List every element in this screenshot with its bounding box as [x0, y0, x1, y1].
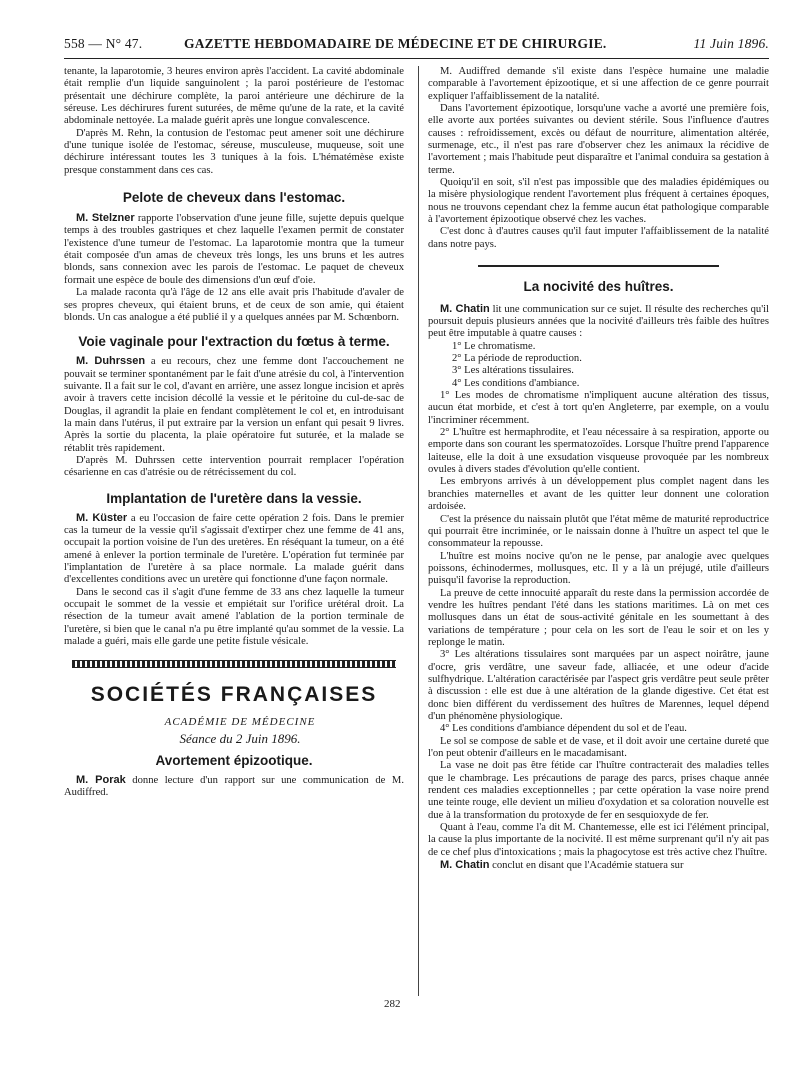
journal-title: GAZETTE HEBDOMADAIRE DE MÉDECINE ET DE CHIRURGIE.: [184, 36, 607, 51]
section-heading-avortement: Avortement épizootique.: [155, 753, 313, 769]
paragraph: Dans l'avortement épizootique, lorsqu'une vache a avorté une première fois, elle avorte aux portées suivantes ou devient stérile. Sous l'influence d'autres causes : refroidissement, excès ou défaut de nourriture, alimentation altérée, surmenage, etc., il n'est pas rare d'observer chez les animaux la récidive de l'avortement ; mais l'habitude peut disparaître et l'animal conduira sa gestation à terme.: [428, 103, 769, 176]
section-rule: [478, 265, 719, 267]
list-item: 1° Le chromatisme.: [452, 340, 536, 352]
speaker-name: M. Chatin: [440, 302, 490, 315]
section-heading-pelote: Pelote de cheveux dans l'estomac.: [122, 190, 346, 206]
paragraph: 4° Les conditions d'ambiance dépendent du sol et de l'eau.: [440, 723, 687, 735]
paragraph: La vase ne doit pas être fétide car l'huître contracterait des maladies telles que le chambrage. Les précautions de parage des parcs, prises chaque année rendent ces maladies exceptionnelles ; par cette opération la vase noire prend une teinte rouge, elle devient un milieu d'oxydation et sa coloration nouvelle est due à la transformation du protoxyde de fer en sesquioxyde de fer.: [428, 760, 769, 821]
list-item: 4° Les conditions d'ambiance.: [452, 377, 580, 389]
paragraph: C'est la présence du naissain plutôt que l'état même de maturité reproductrice qui pourrait être incriminée, or le naissain donne à l'huître un aspect tel que le consommateur la repousse.: [428, 513, 769, 550]
paragraph: conclut en disant que l'Académie statuera sur: [492, 860, 684, 872]
paragraph: a eu l'occasion de faire cette opération 2 fois. Dans le premier cas la tumeur de la vessie qu'il s'agissait d'extirper chez une femme de 41 ans, occupait la portion voisine de l'un des uretères. En réséquant la tumeur, on a été amené à enlever la portion terminale de l'uretère. L'opération fut terminée par l'implantation de l'uretère à sa place normale. La malade guérit dans d'excellentes conditions avec un uretère qui fonctionne d'une façon normale.: [64, 512, 404, 586]
seance-date: Séance du 2 Juin 1896.: [179, 730, 301, 746]
section-heading-uretere: Implantation de l'uretère dans la vessie.: [106, 490, 362, 506]
paragraph: rapporte l'observation d'une jeune fille, sujette depuis quelque temps à des troubles gastriques et chez laquelle l'examen permit de constater l'existence d'une tumeur de l'estomac. La laparotomie montra que la tumeur était composée d'un amas de cheveux très longs, les uns bruns et les autres blonds, sans connexion avec les parois de l'estomac. Le paquet de cheveux formait une espèce de boule des dimensions d'un œuf d'oie.: [64, 213, 404, 286]
folio-number: 282: [384, 998, 401, 1010]
section-heading-voie-vaginale: Voie vaginale pour l'extraction du fœtus à terme.: [78, 334, 390, 350]
column-divider: [418, 66, 419, 996]
speaker-name: M. Duhrssen: [76, 355, 146, 368]
list-item: 3° Les altérations tissulaires.: [452, 365, 574, 377]
paragraph: Dans le second cas il s'agit d'une femme de 33 ans chez laquelle la tumeur occupait le sommet de la vessie et empiétait sur l'orifice urétéral droit. La résection de la tumeur avait amené l'ablation de la portion terminale de l'uretère, si bien que le canal n'a pu être implanté qu'au sommet de la vessie. La malade a guéri, mais elle garde une petite fistule vésicale.: [64, 586, 404, 648]
paragraph: 1° Les modes de chromatisme n'impliquent aucune altération des tissus, aucun état morbide, et c'est à tort qu'en Angleterre, par exemple, on a voulu l'incriminer récemment.: [428, 390, 769, 426]
paragraph: L'huître est moins nocive qu'on ne le pense, par analogie avec quelques poissons, échinodermes, mollusques, etc. Il y a là un préjugé, utile d'ailleurs puisqu'il favorise la reproduction.: [428, 550, 769, 587]
list-item: 2° La période de reproduction.: [452, 353, 582, 365]
paragraph: 3° Les altérations tissulaires sont marquées par un aspect noirâtre, jaune d'ocre, gris verdâtre, une saveur fade, alliacée, et une odeur d'acide sulfhydrique. L'altération caractérisée par l'aspect gris verdâtre peut seule prêter à discussion : elle est due à une altération de la glande digestive. Cet état est donc bien différent du verdissement des huîtres de Marennes, lequel dépend d'un phénomène physiologique.: [428, 649, 769, 722]
paragraph: Le sol se compose de sable et de vase, et il doit avoir une certaine dureté que l'on peut obtenir d'ailleurs en le macadamisant.: [428, 735, 769, 760]
paragraph: donne lecture d'un rapport sur une communication de M. Audiffred.: [64, 775, 404, 799]
paragraph: Quoiqu'il en soit, s'il n'est pas impossible que des maladies épidémiques ou la misère physiologique rendent l'avortement plus fréquent à certaines époques, nous ne trouvons cependant chez la femme aucun état pathologique comparable à l'avortement épizootique observé chez les vaches.: [428, 177, 769, 226]
speaker-name: M. Küster: [76, 511, 128, 524]
paragraph: 2° L'huître est hermaphrodite, et l'eau nécessaire à sa respiration, apporte ou emporte dans son courant les spermatozoïdes. Lorsque l'huître prend l'apparence laiteuse, elle la doit à une exsudation visqueuse provoquée par les nombreux ovules à divers stades d'évolution qu'elle contient.: [428, 427, 769, 476]
paragraph: La malade raconta qu'à l'âge de 12 ans elle avait pris l'habitude d'avaler de ses propres cheveux, qui étaient bruns, et de ceux de son amie, qui étaient blonds. Un cas analogue a été publié il y a quelques années par M. Schœnborn.: [64, 287, 404, 323]
paragraph: a eu recours, chez une femme dont l'accouchement ne pouvait se terminer spontanément par le fait d'une atrésie du col, à l'intervention suivante. Il a fait sur le col, d'avant en arrière, une assez longue incision et après avoir à travers cette incision décollé la vessie et le péritoine du cul-de-sac de Douglas, il agrandit la plaie en fendant complètement le col et, en introduisant la main dans l'utérus, il put extraire par la version un enfant qui pesait 9 livres. Après la sortie du placenta, la plaie opératoire fut suturée, et la malade se rétablit très rapidement.: [64, 356, 405, 454]
paragraph: tenante, la laparotomie, 3 heures environ après l'accident. La cavité abdominale était remplie d'un liquide sanguinolent ; la paroi postérieure de l'estomac présentait une déchirure complète, la paroi antérieure une déchirure de la séreuse. Les déchirures furent suturées, de même qu'une de la rate, et la cavité abdominale nettoyée. La malade guérit après une longue convalescence.: [64, 66, 404, 127]
paragraph: M. Audiffred demande s'il existe dans l'espèce humaine une maladie comparable à l'avortement épizootique, et si une affection de ce genre pourrait expliquer l'affaiblissement de la natalité.: [428, 66, 769, 102]
ornamental-rule: [72, 660, 396, 668]
running-header: [64, 36, 769, 59]
right-column: [428, 66, 769, 872]
page-number: 558 — N° 47.: [64, 36, 143, 51]
section-heading-nocivite: La nocivité des huîtres.: [523, 278, 674, 294]
paragraph: La preuve de cette innocuité apparaît du reste dans la permission accordée de vendre les huîtres pendant l'été dans les stations maritimes. Là on met ces mollusques dans un état de sous-activité génitale en les soumettant à des variations de température ; pour cela on les sort de l'eau le soir et on les y replonge le matin.: [428, 587, 769, 648]
paragraph: lit une communication sur ce sujet. Il résulte des recherches qu'il poursuit depuis plusieurs années que la nocivité d'ailleurs très faible des huîtres peut être imputable à quatre causes :: [428, 303, 769, 340]
speaker-name: M. Porak: [76, 774, 126, 787]
issue-date: 11 Juin 1896.: [693, 36, 769, 51]
paragraph: D'après M. Duhrssen cette intervention pourrait remplacer l'opération césarienne en cas d'atrésie ou de rétrécissement du col.: [64, 454, 404, 479]
paragraph: C'est donc à d'autres causes qu'il faut imputer l'affaiblissement de la natalité dans notre pays.: [428, 226, 769, 250]
left-column: [64, 66, 404, 800]
academie-heading: ACADÉMIE DE MÉDECINE: [164, 716, 316, 729]
paragraph: D'après M. Rehn, la contusion de l'estomac peut amener soit une déchirure d'une tunique isolée de l'estomac, séreuse, musculeuse, muqueuse, soit une déchirure intéressant toutes les 3 tuniques à la fois. L'hématémèse existe presque constamment dans ces cas.: [64, 127, 404, 176]
societes-heading: SOCIÉTÉS FRANÇAISES: [90, 683, 378, 707]
speaker-name: M. Chatin: [440, 859, 490, 872]
paragraph: Les embryons arrivés à un développement plus complet nagent dans les branchies maternelles et avant de les quitter leur donnent une coloration ardoisée.: [428, 476, 769, 513]
speaker-name: M. Stelzner: [76, 212, 135, 225]
paragraph: Quant à l'eau, comme l'a dit M. Chantemesse, elle est ici l'élément principal, la cause la plus importante de la nocivité. Il est même surprenant qu'il n'y ait pas de ce chef plus d'intoxications ; mais la phagocytose est très active chez l'huître.: [428, 822, 769, 858]
